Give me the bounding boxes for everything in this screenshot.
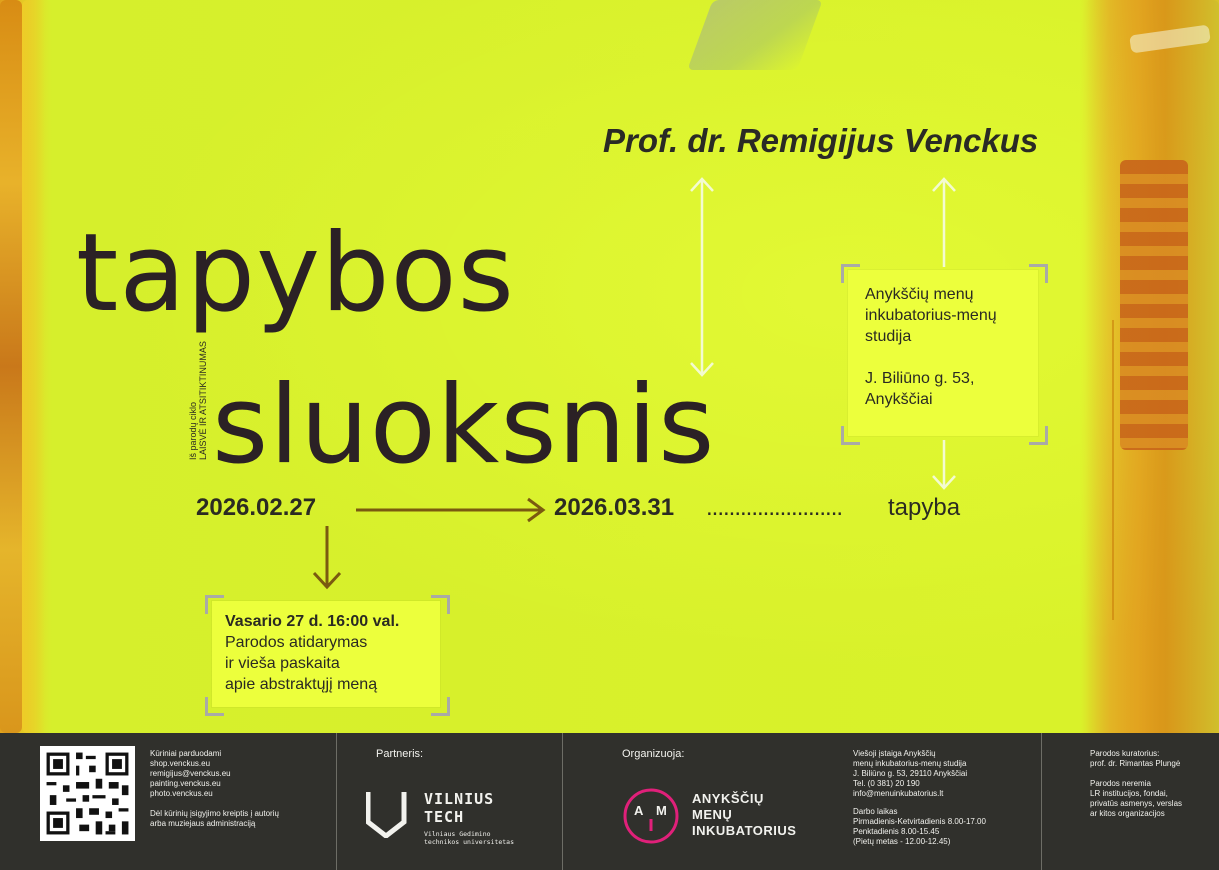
curator-line-5: privatūs asmenys, verslas (1090, 799, 1183, 808)
am-logo-a: A (634, 803, 644, 818)
series-label-line-1: Iš parodų ciklo (188, 401, 198, 460)
partners-label: Partneris: (376, 748, 424, 760)
org-line-1: Viešoji įstaiga Anykščių (853, 749, 936, 758)
organizer-info (853, 749, 986, 847)
venue-arrow-up (930, 175, 958, 270)
sales-info (150, 749, 279, 829)
venue-line-1: Anykščių menų (865, 286, 974, 303)
date-arrow-right (356, 496, 548, 524)
am-logo-m: M (656, 803, 667, 818)
org-line-6: Darbo laikas (853, 807, 898, 816)
vt-sub-2: technikos universitetas (424, 838, 515, 846)
am-name-1: ANYKŠČIŲ (692, 791, 764, 806)
title-line-2: sluoksnis (212, 363, 716, 488)
sales-line-7: arba muziejaus administraciją (150, 819, 256, 828)
curator-line-6: ar kitos organizacijos (1090, 809, 1165, 818)
right-thin-line (1112, 320, 1114, 620)
venue-box (848, 270, 1038, 436)
venue-line-5: Anykščiai (865, 391, 933, 408)
sales-line-6: Dėl kūrinių įsigyjimo kreiptis į autorių (150, 809, 279, 818)
date-end: 2026.03.31 (554, 494, 675, 521)
footer-divider-3 (1041, 733, 1042, 870)
sales-link-shop[interactable]: shop.venckus.eu (150, 759, 211, 768)
opening-corner-br (431, 697, 450, 716)
organizer-label: Organizuoja: (622, 748, 685, 760)
venue-corner-tl (841, 264, 860, 283)
org-line-3: J. Biliūno g. 53, 29110 Anykščiai (853, 769, 968, 778)
venue-line-4: J. Biliūno g. 53, (865, 370, 975, 387)
opening-corner-tl (205, 595, 224, 614)
venue-corner-tr (1029, 264, 1048, 283)
title-line-1: tapybos (76, 211, 515, 336)
footer-divider-2 (562, 733, 563, 870)
venue-arrow-left (688, 175, 716, 380)
org-line-9: (Pietų metas - 12.00-12.45) (853, 837, 951, 846)
am-name-2: MENŲ (692, 807, 733, 822)
opening-corner-tr (431, 595, 450, 614)
am-name-3: INKUBATORIUS (692, 823, 797, 838)
date-arrow-down (310, 526, 344, 592)
series-label-line-2: LAISVĖ IR ATSITIKTINUMAS (198, 341, 208, 460)
left-orange-stroke (0, 0, 22, 733)
org-phone[interactable]: Tel. (0 381) 20 190 (853, 779, 920, 788)
sales-line-1: Kūriniai parduodami (150, 749, 222, 758)
curator-line-3: Parodos neremia (1090, 779, 1151, 788)
opening-line-1: Parodos atidarymas (225, 634, 368, 651)
vt-sub-1: Vilniaus Gedimino (424, 830, 491, 838)
vt-name-2: TECH (424, 808, 465, 826)
technique: tapyba (888, 494, 961, 521)
curator-line-1: Parodos kuratorius: (1090, 749, 1160, 758)
am-logo[interactable] (622, 787, 822, 845)
venue-corner-br (1029, 426, 1048, 445)
sales-link-photo[interactable]: photo.venckus.eu (150, 789, 213, 798)
footer-bar (0, 733, 1219, 870)
qr-code[interactable] (40, 746, 135, 841)
org-email[interactable]: info@menuinkubatorius.lt (853, 789, 944, 798)
right-brown-ladder (1120, 160, 1188, 450)
curator-line-2: prof. dr. Rimantas Plungė (1090, 759, 1181, 768)
venue-line-2: inkubatorius-menų (865, 307, 997, 324)
date-start: 2026.02.27 (196, 494, 317, 521)
org-line-8: Penktadienis 8.00-15.45 (853, 827, 940, 836)
venue-line-3: studija (865, 328, 912, 345)
sales-email[interactable]: remigijus@venckus.eu (150, 769, 231, 778)
opening-line-2: ir vieša paskaita (225, 655, 340, 672)
am-circle-icon (622, 787, 680, 845)
left-yellow-stroke (22, 0, 52, 733)
series-label (188, 341, 208, 460)
vilnius-tech-logo[interactable] (366, 790, 536, 850)
top-grey-shape (687, 0, 822, 70)
org-line-2: menų inkubatorius-menų studija (853, 759, 967, 768)
sales-link-painting[interactable]: painting.venckus.eu (150, 779, 221, 788)
author-name: Prof. dr. Remigijus Venckus (603, 122, 1039, 159)
curator-info (1090, 749, 1182, 819)
org-line-7: Pirmadienis-Ketvirtadienis 8.00-17.00 (853, 817, 986, 826)
footer-divider-1 (336, 733, 337, 870)
dotted-leader: ........................ (706, 494, 843, 521)
opening-corner-bl (205, 697, 224, 716)
venue-arrow-down (930, 440, 958, 492)
vilnius-tech-icon (366, 790, 410, 838)
opening-when: Vasario 27 d. 16:00 val. (225, 613, 400, 630)
vt-name-1: VILNIUS (424, 790, 495, 808)
opening-box (212, 601, 440, 707)
curator-line-4: LR institucijos, fondai, (1090, 789, 1168, 798)
opening-line-3: apie abstraktųjį meną (225, 676, 378, 693)
qr-code-icon (40, 746, 135, 841)
venue-corner-bl (841, 426, 860, 445)
